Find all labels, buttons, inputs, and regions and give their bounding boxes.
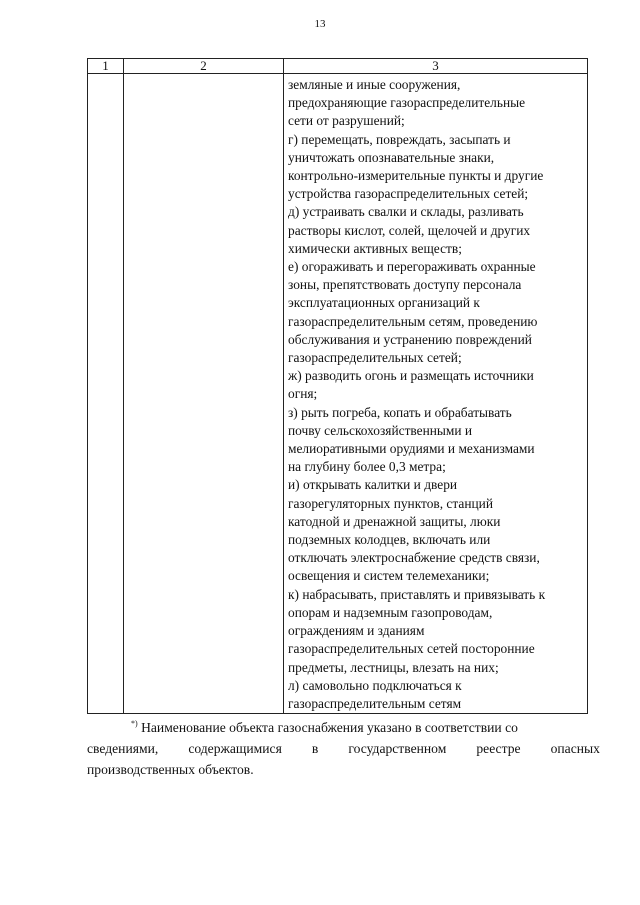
- footnote-line-3: производственных объектов.: [87, 762, 254, 777]
- text-line: растворы кислот, солей, щелочей и других: [288, 222, 531, 238]
- text-line: г) перемещать, повреждать, засыпать и: [288, 131, 511, 147]
- column-1-cell: [88, 74, 124, 714]
- column-header-2: 2: [124, 59, 284, 74]
- footnote-word: содержащимися: [188, 741, 282, 756]
- text-line: е) огораживать и перегораживать охранные: [288, 259, 536, 275]
- text-line: эксплуатационных организаций к: [288, 295, 480, 311]
- text-line: устройства газораспределительных сетей;: [288, 186, 529, 202]
- text-line: почву сельскохозяйственными и: [288, 422, 473, 438]
- text-line: опорам и надземным газопроводам,: [288, 604, 493, 620]
- text-line: к) набрасывать, приставлять и привязывать к: [288, 586, 546, 602]
- text-line: контрольно-измерительные пункты и другие: [288, 168, 544, 184]
- footnote-text-1: Наименование объекта газоснабжения указано в соответствии со: [141, 720, 518, 735]
- text-line: ограждениям и зданиям: [288, 623, 425, 639]
- page-number: 13: [314, 18, 326, 30]
- footnote-word: в: [311, 741, 319, 756]
- text-line: катодной и дренажной защиты, люки: [288, 513, 501, 529]
- text-line: предметы, лестницы, влезать на них;: [288, 659, 499, 675]
- footnote-line-1: [87, 713, 600, 738]
- text-line: газораспределительных сетей;: [288, 350, 462, 366]
- column-header-3: 3: [284, 59, 588, 74]
- text-line: огня;: [288, 386, 318, 402]
- table-header-row: [88, 59, 588, 74]
- footnote-word: опасных: [550, 741, 600, 756]
- text-line: освещения и систем телемеханики;: [288, 568, 490, 584]
- column-2-cell: [124, 74, 284, 714]
- text-line: земляные и иные сооружения,: [288, 77, 461, 92]
- text-line: и) открывать калитки и двери: [288, 477, 458, 493]
- footnote-word: сведениями,: [87, 741, 159, 756]
- text-line: обслуживания и устранению повреждений: [288, 331, 532, 347]
- footnote: [87, 713, 600, 780]
- footnote-word: реестре: [476, 741, 521, 756]
- column-3-text: [288, 76, 583, 713]
- text-line: подземных колодцев, включать или: [288, 532, 491, 548]
- text-line: ж) разводить огонь и размещать источники: [288, 368, 534, 384]
- text-line: зоны, препятствовать доступу персонала: [288, 277, 522, 293]
- text-line: мелиоративными орудиями и механизмами: [288, 441, 535, 457]
- text-line: сети от разрушений;: [288, 113, 405, 129]
- text-line: предохраняющие газораспределительные: [288, 95, 526, 111]
- text-line: газорегуляторных пунктов, станций: [288, 495, 494, 511]
- text-line: отключать электроснабжение средств связи,: [288, 550, 540, 566]
- text-line: газораспределительным сетям, проведению: [288, 313, 538, 329]
- footnote-marker: *): [131, 719, 138, 728]
- column-3-cell: [284, 74, 588, 714]
- text-line: з) рыть погреба, копать и обрабатывать: [288, 404, 512, 420]
- footnote-word: государственном: [348, 741, 447, 756]
- footnote-line-2: [87, 738, 600, 759]
- text-line: д) устраивать свалки и склады, разливать: [288, 204, 524, 220]
- text-line: на глубину более 0,3 метра;: [288, 459, 446, 475]
- table-row: [88, 74, 588, 714]
- text-line: л) самовольно подключаться к: [288, 677, 462, 693]
- text-line: газораспределительных сетей посторонние: [288, 641, 535, 657]
- text-line: уничтожать опознавательные знаки,: [288, 149, 495, 165]
- column-header-1: 1: [88, 59, 124, 74]
- text-line: газораспределительным сетям: [288, 695, 462, 711]
- document-table: [87, 58, 588, 714]
- text-line: химически активных веществ;: [288, 240, 462, 256]
